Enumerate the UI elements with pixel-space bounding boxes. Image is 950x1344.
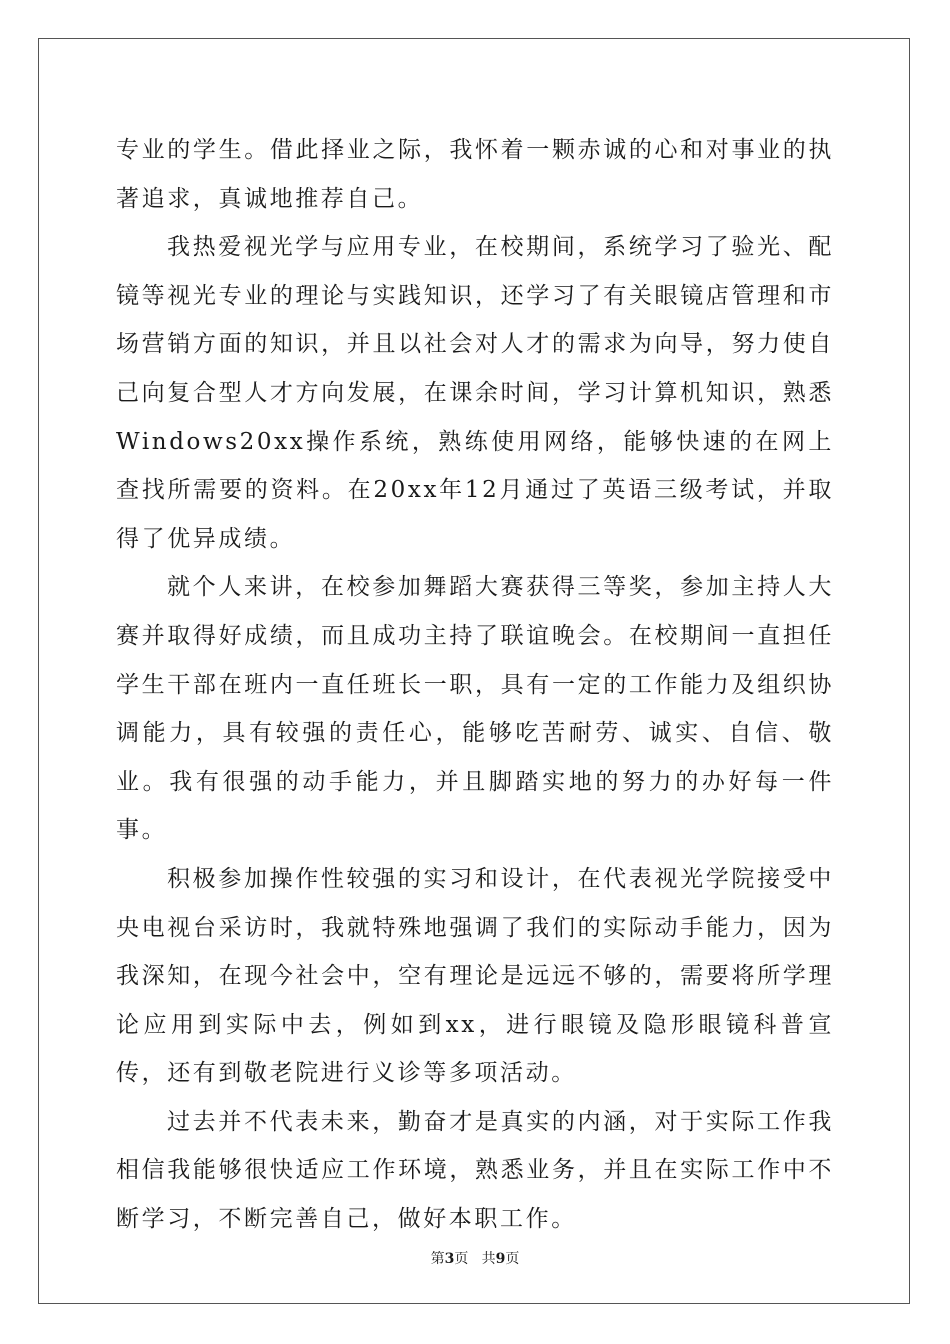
paragraph-2: 我热爱视光学与应用专业，在校期间，系统学习了验光、配镜等视光专业的理论与实践知识，还学习了有关眼镜店管理和市场营销方面的知识，并且以社会对人才的需求为向导，努力使自己向复合型人才方向发展，在课余时间，学习计算机知识，熟悉Windows20xx操作系统，熟练使用网络，能够快速的在网上查找所需要的资料。在20xx年12月通过了英语三级考试，并取得了优异成绩。 xyxy=(116,234,834,552)
total-pages: 9 xyxy=(495,1251,506,1267)
page-prefix: 第 xyxy=(430,1251,445,1267)
paragraph-5: 过去并不代表未来，勤奋才是真实的内涵，对于实际工作我相信我能够很快适应工作环境，熟悉业务，并且在实际工作中不断学习，不断完善自己，做好本职工作。 xyxy=(116,1108,834,1233)
page-suffix: 页 xyxy=(454,1251,469,1267)
paragraph-3: 就个人来讲，在校参加舞蹈大赛获得三等奖，参加主持人大赛并取得好成绩，而且成功主持了联谊晚会。在校期间一直担任学生干部在班内一直任班长一职，具有一定的工作能力及组织协调能力，具有较强的责任心，能够吃苦耐劳、诚实、自信、敬业。我有很强的动手能力，并且脚踏实地的努力的办好每一件事。 xyxy=(116,574,834,844)
page-number: 3 xyxy=(444,1251,455,1267)
paragraph-1: 专业的学生。借此择业之际，我怀着一颗赤诚的心和对事业的执著追求，真诚地推荐自己。 xyxy=(116,137,834,212)
document-body xyxy=(116,126,834,1244)
page-footer xyxy=(0,1248,950,1268)
total-suffix: 页 xyxy=(505,1251,520,1267)
total-prefix: 共 xyxy=(481,1251,496,1267)
paragraph-4: 积极参加操作性较强的实习和设计，在代表视光学院接受中央电视台采访时，我就特殊地强调了我们的实际动手能力，因为我深知，在现今社会中，空有理论是远远不够的，需要将所学理论应用到实际中去，例如到xx，进行眼镜及隐形眼镜科普宣传，还有到敬老院进行义诊等多项活动。 xyxy=(116,865,834,1087)
